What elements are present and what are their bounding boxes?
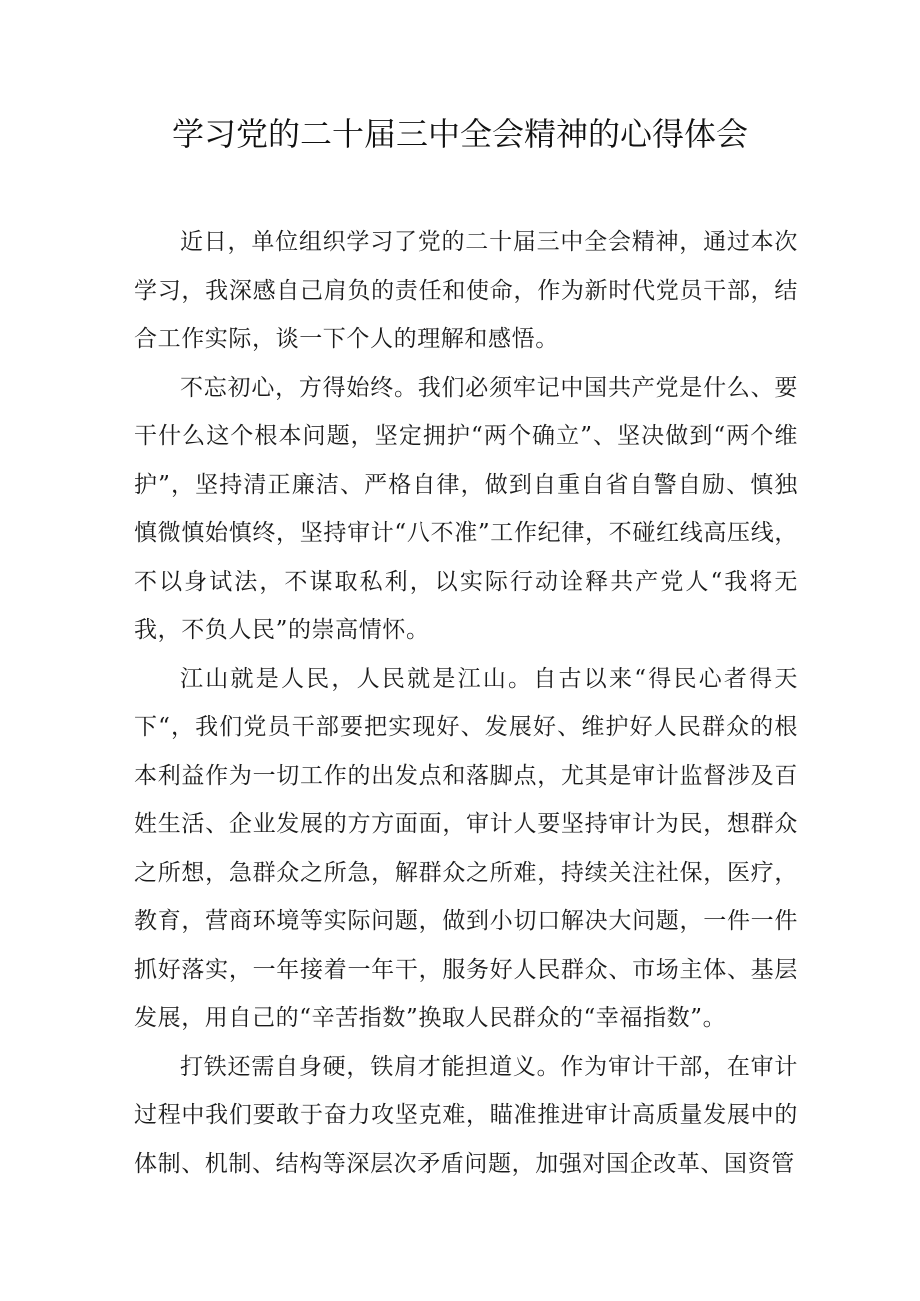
- document-title: 学习党的二十届三中全会精神的心得体会: [171, 115, 748, 153]
- paragraph-4: 打铁还需自身硬，铁肩才能担道义。作为审计干部，在审计过程中我们要敢于奋力攻坚克难，瞄准推进审计高质量发展中的体制、机制、结构等深层次矛盾问题，加强对国企改革、国资管: [134, 1053, 798, 1177]
- document-body: [134, 218, 798, 1188]
- paragraph-1: 近日，单位组织学习了党的二十届三中全会精神，通过本次学习，我深感自己肩负的责任和使命，作为新时代党员干部，结合工作实际，谈一下个人的理解和感悟。: [134, 229, 798, 352]
- paragraph-2: 不忘初心，方得始终。我们必须牢记中国共产党是什么、要干什么这个根本问题，坚定拥护“两个确立”、坚决做到“两个维护”，坚持清正廉洁、严格自律，做到自重自省自警自励、慎独慎微慎始慎终，坚持审计“八不准”工作纪律，不碰红线高压线，不以身试法，不谋取私利，以实际行动诠释共产党人“我将无我，不负人民”的崇高情怀。: [134, 374, 798, 643]
- paragraph-3: 江山就是人民，人民就是江山。自古以来“得民心者得天下“，我们党员干部要把实现好、发展好、维护好人民群众的根本利益作为一切工作的出发点和落脚点，尤其是审计监督涉及百姓生活、企业发展的方方面面，审计人要坚持审计为民，想群众之所想，急群众之所急，解群众之所难，持续关注社保，医疗，教育，营商环境等实际问题，做到小切口解决大问题，一件一件抓好落实，一年接着一年干，服务好人民群众、市场主体、基层发展，用自己的“辛苦指数”换取人民群众的“幸福指数”。: [134, 665, 798, 1031]
